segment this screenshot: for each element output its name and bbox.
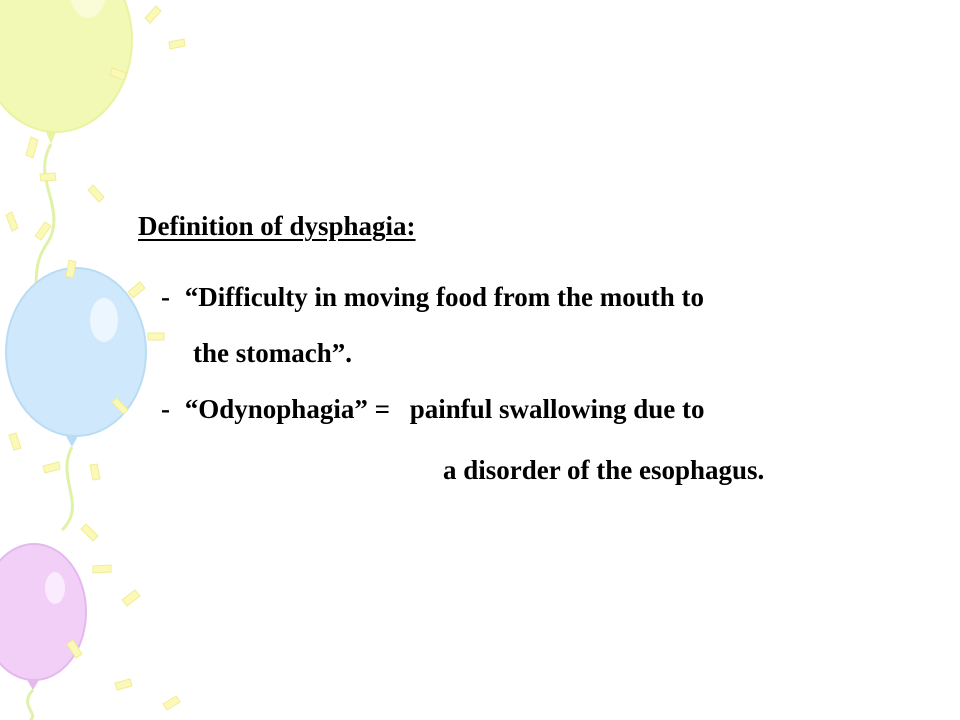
odynophagia-definition-continuation	[443, 453, 764, 487]
dysphagia-definition-continuation	[193, 336, 352, 370]
slide-title: Definition of dysphagia:	[138, 211, 416, 241]
odynophagia-definition-line-1: painful swallowing due to	[409, 394, 705, 424]
odynophagia-definition-line-2: a disorder of the esophagus.	[443, 455, 765, 485]
dysphagia-definition-line-1: “Difficulty in moving food from the mouth to	[184, 282, 704, 312]
bullet-dash: -	[161, 394, 170, 424]
odynophagia-term: “Odynophagia” =	[184, 394, 390, 424]
definition-item-dysphagia	[161, 280, 704, 314]
definition-item-odynophagia	[161, 392, 705, 426]
dysphagia-definition-line-2: the stomach”.	[193, 338, 352, 368]
bullet-dash: -	[161, 282, 170, 312]
